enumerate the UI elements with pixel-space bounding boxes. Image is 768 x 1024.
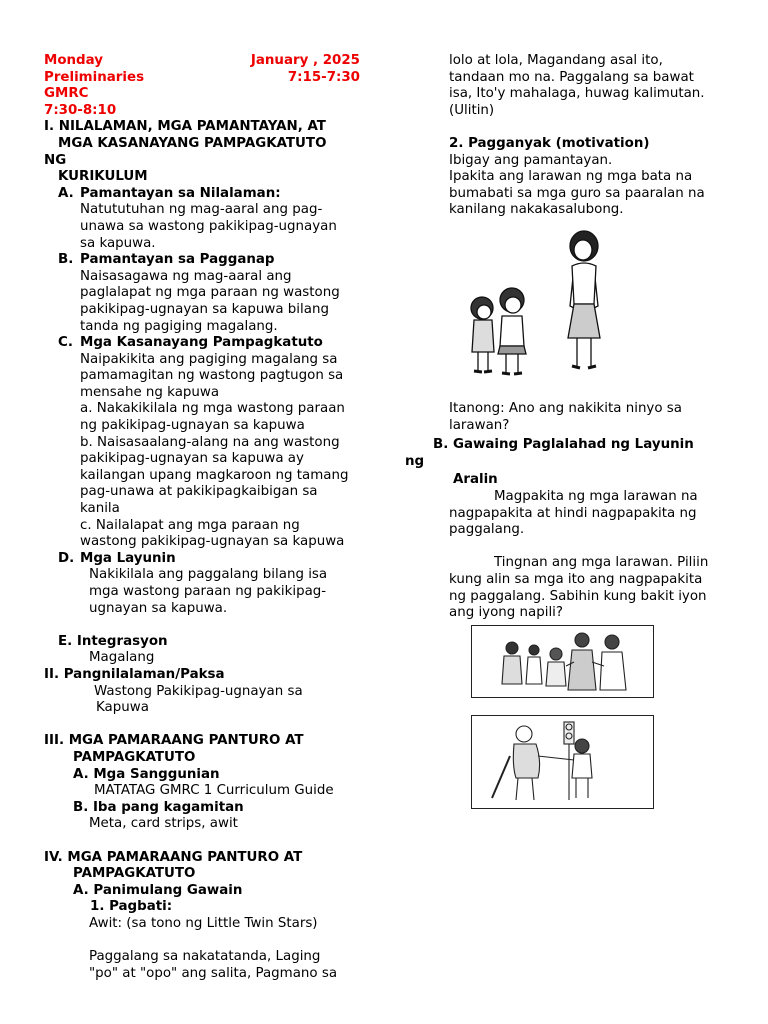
section-b-para1-line: Magpakita ng mga larawan na [494, 488, 698, 504]
song-line: Paggalang sa nakatatanda, Laging [89, 949, 321, 965]
song-continued-line: lolo at lola, Magandang asal ito, [449, 53, 663, 68]
subsection-b-line: Naisasagawa ng mag-aaral ang [80, 268, 292, 284]
subsection-c-line: pamamagitan ng wastong pagtugon sa [80, 368, 344, 384]
subsection-c-line: kanila [80, 501, 120, 517]
subsection-d-line: Nakikilala ang paggalang bilang isa [89, 567, 328, 583]
subject-label: GMRC [44, 86, 89, 102]
right-column [405, 53, 735, 219]
section-1-title-line3: NG [44, 152, 67, 168]
preliminaries-label: Preliminaries [44, 69, 145, 85]
item-2-heading: 2. Pagganyak (motivation) [449, 135, 650, 151]
section-b-para1-line: nagpapakita at hindi nagpapakita ng [449, 505, 697, 521]
subsection-c-heading: C. Mga Kasanayang Pampagkatuto [58, 335, 323, 351]
section-3-b-text: Meta, card strips, awit [89, 816, 238, 832]
section-1-title-line4: KURIKULUM [58, 169, 148, 185]
item-2-line: bumabati sa mga guro sa paaralan na [449, 185, 705, 201]
question-line: larawan? [449, 417, 510, 433]
section-b-para2-line: kung alin sa mga ito ang nagpapakita [449, 571, 703, 587]
section-b-para2-line: ng paggalang. Sabihin kung bakit iyon [449, 588, 707, 604]
subsection-d-heading: D. Mga Layunin [58, 550, 176, 566]
subsection-b-line: tanda ng pagiging magalang. [80, 318, 278, 334]
subject-time: 7:30-8:10 [44, 102, 117, 118]
section-3-a-text: MATATAG GMRC 1 Curriculum Guide [94, 783, 334, 799]
subsection-c-line: mensahe ng kapuwa [80, 384, 220, 400]
section-2-text-line2: Kapuwa [96, 700, 149, 716]
item-2-line: kanilang nakakasalubong. [449, 202, 624, 218]
subsection-c-line: ng pakikipag-ugnayan sa kapuwa [80, 418, 305, 434]
section-b-para2-line: Tingnan ang mga larawan. Piliin [494, 555, 709, 571]
subsection-e-text: Magalang [89, 650, 155, 666]
section-1-title: I. NILALAMAN, MGA PAMANTAYAN, AT [44, 119, 326, 135]
subsection-b-line: pakikipag-ugnayan sa kapuwa bilang [80, 301, 329, 317]
item-2-line: Ipakita ang larawan ng mga bata na [449, 169, 693, 185]
header-row-2 [44, 70, 360, 87]
subsection-e-heading: E. Integrasyon [58, 633, 168, 649]
subsection-d-line: mga wastong paraan ng pakikipag- [89, 584, 327, 599]
subsection-c-line: pakikipag-ugnayan sa kapuwa ay [80, 451, 304, 467]
subsection-b-line: paglalapat ng mga paraan ng wastong [80, 285, 340, 301]
section-4-title: IV. MGA PAMARAANG PANTURO AT [44, 849, 303, 865]
section-3-a-heading: A. Mga Sanggunian [73, 766, 220, 782]
song-continued-line: tandaan mo na. Paggalang sa bawat [449, 69, 694, 85]
subsection-c-line: b. Naisasaalang-alang na ang wastong [80, 434, 340, 450]
item-1-text: Awit: (sa tono ng Little Twin Stars) [89, 915, 318, 931]
preliminaries-time: 7:15-7:30 [287, 69, 360, 85]
song-line: "po" at "opo" ang salita, Pagmano sa [89, 965, 338, 981]
subsection-c-line: a. Nakakikilala ng mga wastong paraan [80, 401, 345, 417]
subsection-c-line: c. Nailalapat ang mga paraan ng [80, 517, 300, 533]
item-1-heading: 1. Pagbati: [90, 899, 173, 915]
subsection-a-line: sa kapuwa. [80, 235, 156, 251]
section-b-heading-line2: ng [405, 453, 425, 469]
header-row-1 [44, 53, 360, 70]
helping-elderly-picture [471, 715, 654, 809]
date-label: January , 2025 [250, 53, 360, 68]
subsection-c-line: pag-unawa at pakikipagkaibigan sa [80, 484, 318, 500]
subsection-c-line: Naipakikita ang pagiging magalang sa [80, 351, 338, 367]
subsection-c-line: kailangan upang magkaroon ng tamang [80, 467, 349, 483]
left-column [44, 53, 374, 982]
section-3-title-line2: PAMPAGKATUTO [73, 749, 196, 765]
section-b-heading: B. Gawaing Paglalahad ng Layunin [433, 437, 694, 453]
section-b-heading-line3: Aralin [453, 472, 498, 488]
section-b-para1-line: paggalang. [449, 522, 525, 538]
section-2-title: II. Pangnilalaman/Paksa [44, 666, 225, 682]
section-b-para2-line: ang iyong napili? [449, 605, 563, 621]
subsection-a-line: Natututuhan ng mag-aaral ang pag- [80, 202, 323, 218]
children-greeting-teacher-illustration [462, 226, 612, 381]
section-3-b-heading: B. Iba pang kagamitan [73, 799, 244, 815]
subsection-a-heading: A. Pamantayan sa Nilalaman: [58, 185, 281, 201]
section-4-a-heading: A. Panimulang Gawain [73, 882, 243, 898]
section-4-title-line2: PAMPAGKATUTO [73, 866, 196, 882]
subsection-a-line: unawa sa wastong pakikipag-ugnayan [80, 218, 337, 234]
section-2-text: Wastong Pakikipag-ugnayan sa [94, 683, 303, 699]
question-line: Itanong: Ano ang nakikita ninyo sa [449, 401, 682, 416]
right-column-lower [405, 401, 735, 622]
day-label: Monday [44, 53, 103, 68]
section-1-title-line2: MGA KASANAYANG PAMPAGKATUTO [58, 135, 327, 151]
item-2-line: Ibigay ang pamantayan. [449, 152, 613, 168]
subsection-c-line: wastong pakikipag-ugnayan sa kapuwa [80, 534, 345, 550]
subsection-b-heading: B. Pamantayan sa Pagganap [58, 252, 275, 268]
family-respect-picture [471, 625, 654, 698]
song-continued-line: isa, Ito'y mahalaga, huwag kalimutan. [449, 86, 705, 102]
song-continued-line: (Ulitin) [449, 102, 495, 118]
section-3-title: III. MGA PAMARAANG PANTURO AT [44, 733, 304, 749]
subsection-d-line: ugnayan sa kapuwa. [89, 600, 228, 616]
